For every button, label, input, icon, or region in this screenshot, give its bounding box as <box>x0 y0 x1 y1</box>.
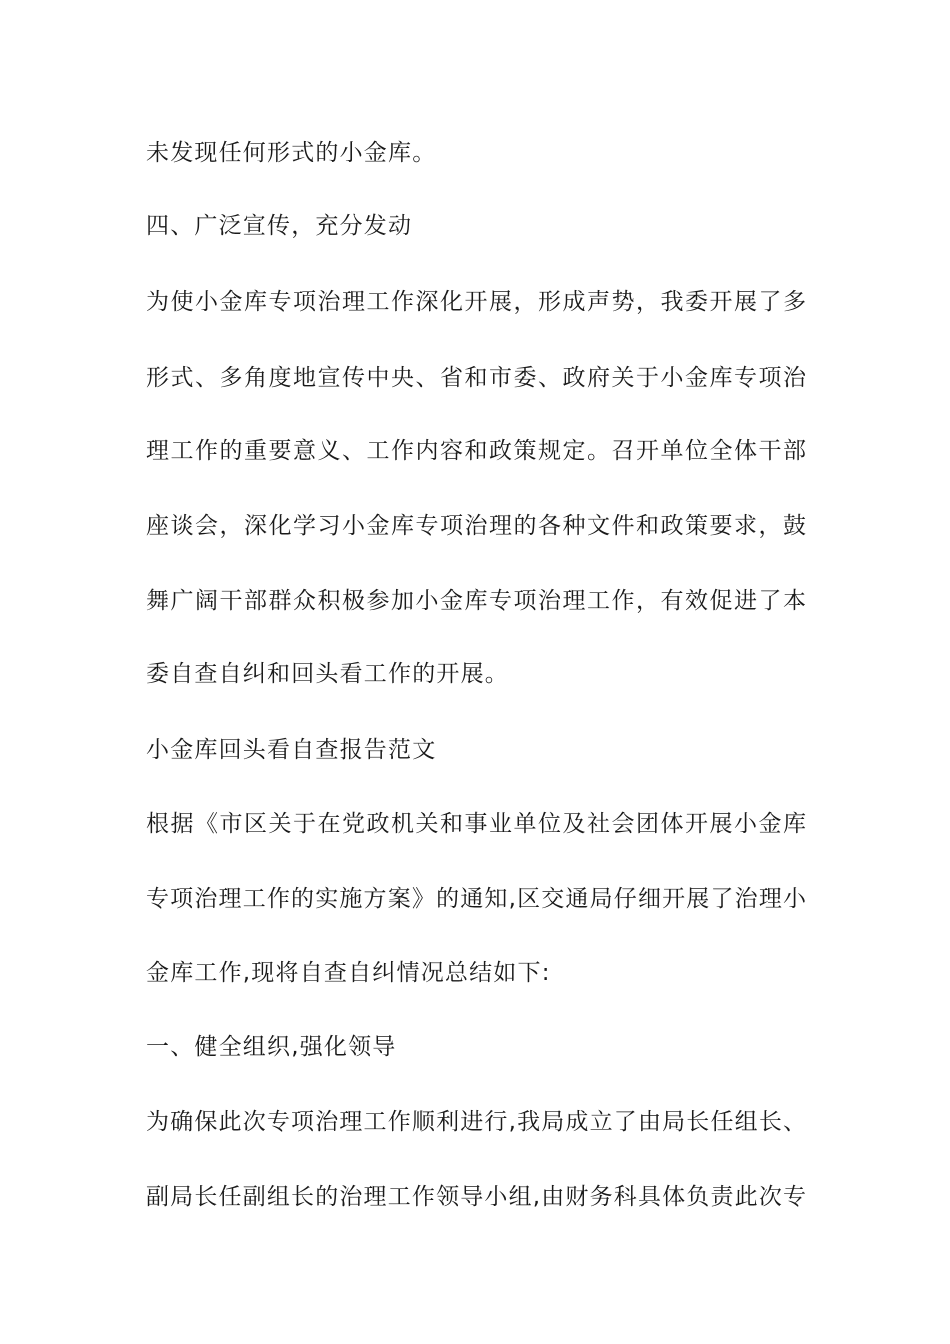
paragraph-line: 未发现任何形式的小金库。 <box>146 140 437 166</box>
paragraph-line: 金库工作,现将自查自纠情况总结如下: <box>146 960 551 986</box>
paragraph-line: 座谈会，深化学习小金库专项治理的各种文件和政策要求，鼓 <box>146 513 806 539</box>
paragraph-line: 委自查自纠和回头看工作的开展。 <box>146 661 509 687</box>
section-heading: 一、健全组织,强化领导 <box>146 1034 397 1060</box>
paragraph-line: 舞广阔干部群众积极参加小金库专项治理工作，有效促进了本 <box>146 588 806 614</box>
document-title: 小金库回头看自查报告范文 <box>146 737 437 763</box>
paragraph-line: 专项治理工作的实施方案》的通知,区交通局仔细开展了治理小 <box>146 886 806 912</box>
paragraph-line: 为确保此次专项治理工作顺利进行,我局成立了由局长任组长、 <box>146 1109 806 1135</box>
section-heading: 四、广泛宣传，充分发动 <box>146 213 413 239</box>
paragraph-line: 副局长任副组长的治理工作领导小组,由财务科具体负责此次专 <box>146 1184 806 1210</box>
paragraph-line: 形式、多角度地宣传中央、省和市委、政府关于小金库专项治 <box>146 365 806 391</box>
paragraph-line: 理工作的重要意义、工作内容和政策规定。召开单位全体干部 <box>146 438 806 464</box>
paragraph-line: 为使小金库专项治理工作深化开展，形成声势，我委开展了多 <box>146 289 806 315</box>
paragraph-line: 根据《市区关于在党政机关和事业单位及社会团体开展小金库 <box>146 811 806 837</box>
